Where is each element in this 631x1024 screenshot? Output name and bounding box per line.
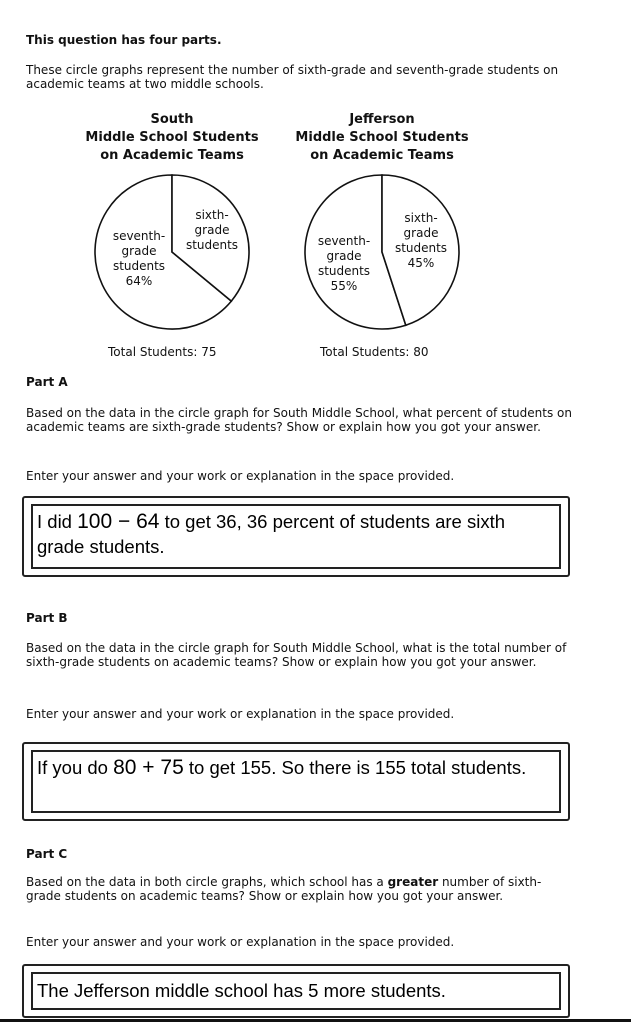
- part-c-question: [26, 875, 546, 903]
- part-b-answer-math: 80 + 75: [113, 756, 184, 779]
- part-a-answer-box[interactable]: [22, 496, 570, 577]
- jefferson-sixth-line-1: sixth-: [404, 211, 438, 225]
- south-sixth-line-2: grade: [194, 223, 230, 237]
- part-b-answer-box[interactable]: [22, 742, 570, 821]
- south-chart-title: [62, 111, 282, 165]
- part-c-heading: Part C: [26, 847, 68, 861]
- jefferson-title-line-1: Jefferson: [349, 112, 415, 127]
- jefferson-title-line-3: on Academic Teams: [310, 148, 454, 163]
- jefferson-seventh-percent: 55%: [330, 279, 358, 293]
- part-a-question: Based on the data in the circle graph for South Middle School, what percent of students on academic teams are sixth-grade students? Show or explain how you got your answer.: [26, 406, 572, 434]
- south-sixth-grade-label: [177, 208, 247, 253]
- jefferson-chart-title: [272, 111, 492, 165]
- jefferson-seventh-line-1: seventh-: [317, 234, 371, 248]
- jefferson-title-line-2: Middle School Students: [295, 130, 469, 145]
- bottom-divider: [0, 1019, 631, 1022]
- south-sixth-line-1: sixth-: [195, 208, 229, 222]
- part-c-question-emphasis: greater: [387, 875, 439, 889]
- part-c-answer-field[interactable]: [31, 972, 561, 1010]
- jefferson-sixth-line-2: grade: [403, 226, 439, 240]
- part-c-instruction: Enter your answer and your work or explanation in the space provided.: [26, 935, 455, 949]
- south-total-students: Total Students: 75: [108, 345, 217, 359]
- part-b-heading: Part B: [26, 611, 68, 625]
- part-a-answer-field[interactable]: [31, 504, 561, 569]
- jefferson-sixth-percent: 45%: [407, 256, 435, 270]
- south-seventh-percent: 64%: [125, 274, 153, 288]
- question-intro-title: This question has four parts.: [26, 33, 222, 47]
- jefferson-sixth-grade-label: [386, 211, 456, 271]
- jefferson-seventh-line-3: students: [317, 264, 371, 278]
- part-b-instruction: Enter your answer and your work or explanation in the space provided.: [26, 707, 455, 721]
- part-a-answer-text-1: I did: [37, 511, 78, 532]
- part-b-question: Based on the data in the circle graph for South Middle School, what is the total number of sixth-grade students on academic teams? Show or explain how you got your answer.: [26, 641, 567, 669]
- south-seventh-line-2: grade: [121, 244, 157, 258]
- part-b-answer-field[interactable]: [31, 750, 561, 813]
- south-title-line-1: South: [150, 112, 194, 127]
- south-title-line-3: on Academic Teams: [100, 148, 244, 163]
- jefferson-total-students: Total Students: 80: [320, 345, 429, 359]
- south-sixth-line-3: students: [185, 238, 239, 252]
- south-seventh-line-3: students: [112, 259, 166, 273]
- part-a-answer-text-2: to get 36, 36 percent of students are sixth grade students.: [37, 511, 506, 557]
- south-title-line-2: Middle School Students: [85, 130, 259, 145]
- part-b-answer-text-2: to get 155. So there is 155 total students.: [183, 757, 527, 778]
- south-seventh-grade-label: [97, 229, 181, 289]
- part-c-question-text-2: number of sixth-grade students on academic teams? Show or explain how you got your answer.: [26, 875, 542, 903]
- part-c-answer-text: The Jefferson middle school has 5 more students.: [37, 980, 446, 1001]
- south-seventh-line-1: seventh-: [112, 229, 166, 243]
- jefferson-sixth-line-3: students: [394, 241, 448, 255]
- part-c-question-text-1: Based on the data in both circle graphs, which school has a: [26, 875, 388, 889]
- jefferson-seventh-grade-label: [305, 234, 383, 294]
- part-a-instruction: Enter your answer and your work or explanation in the space provided.: [26, 469, 455, 483]
- part-c-answer-box[interactable]: [22, 964, 570, 1018]
- part-a-answer-math: 100 − 64: [77, 510, 160, 533]
- part-a-heading: Part A: [26, 375, 68, 389]
- question-intro-description: These circle graphs represent the number of sixth-grade and seventh-grade students on academic teams at two middle schools.: [26, 63, 559, 91]
- jefferson-seventh-line-2: grade: [326, 249, 362, 263]
- part-b-answer-text-1: If you do: [37, 757, 114, 778]
